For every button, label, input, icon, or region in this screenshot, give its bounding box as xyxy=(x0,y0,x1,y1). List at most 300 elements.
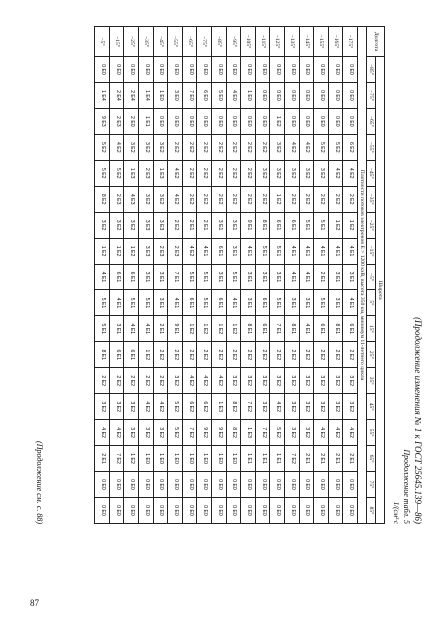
flux-value-cell: 1 E0 xyxy=(139,446,154,472)
flux-value-cell: 0 E0 xyxy=(328,472,343,498)
flux-value-cell: 0 E0 xyxy=(226,497,241,523)
table-row xyxy=(109,27,124,524)
flux-value-cell: 0 E0 xyxy=(153,57,168,83)
flux-value-cell: 0 E0 xyxy=(182,108,197,134)
flux-value-cell: 2 E2 xyxy=(255,134,270,160)
flux-value-cell: 4 E1 xyxy=(285,238,300,264)
flux-value-cell: 0 E0 xyxy=(226,57,241,83)
longitude-cell: −115° xyxy=(255,27,270,57)
flux-value-cell: 2 E2 xyxy=(212,134,227,160)
flux-value-cell: 0 E0 xyxy=(255,108,270,134)
flux-value-cell: 0 E0 xyxy=(285,108,300,134)
flux-value-cell: 2 E2 xyxy=(168,342,183,368)
flux-value-cell: 5 E1 xyxy=(197,264,212,290)
flux-value-cell: 1 E0 xyxy=(197,446,212,472)
flux-value-cell: 3 E1 xyxy=(241,290,256,316)
flux-value-cell: 5 E1 xyxy=(299,212,314,238)
flux-value-cell: 0 E0 xyxy=(226,472,241,498)
flux-value-cell: 8 E1 xyxy=(241,316,256,342)
table-row xyxy=(343,27,358,524)
flux-value-cell: 3 E2 xyxy=(95,394,110,420)
flux-value-cell: 2 E1 xyxy=(95,446,110,472)
flux-value-cell: 2 E2 xyxy=(241,134,256,160)
flux-value-cell: 2 E2 xyxy=(255,186,270,212)
flux-value-cell: 4 E1 xyxy=(109,290,124,316)
flux-value-cell: 2 E3 xyxy=(109,186,124,212)
flux-value-cell: 3 E1 xyxy=(109,316,124,342)
table-row xyxy=(285,27,300,524)
flux-value-cell: 3 E1 xyxy=(328,290,343,316)
flux-value-cell: 2 E2 xyxy=(197,134,212,160)
flux-value-cell: 8 E2 xyxy=(226,420,241,446)
latitude-header-cell: 5° xyxy=(367,290,376,316)
flux-value-cell: 9 E2 xyxy=(197,420,212,446)
flux-value-cell: 1 E2 xyxy=(270,108,285,134)
flux-value-cell: 6 E1 xyxy=(255,290,270,316)
flux-value-cell: 1 E0 xyxy=(168,446,183,472)
longitude-cell: −85° xyxy=(212,27,227,57)
flux-value-cell: 6 E1 xyxy=(285,212,300,238)
flux-value-cell: 5 E1 xyxy=(182,264,197,290)
flux-value-cell: 5 E2 xyxy=(314,134,329,160)
flux-value-cell: 1 E0 xyxy=(153,82,168,108)
flux-value-cell: 2 E1 xyxy=(153,316,168,342)
flux-value-cell: 3 E2 xyxy=(153,186,168,212)
flux-value-cell: 2 E1 xyxy=(299,446,314,472)
flux-value-cell: 4 E1 xyxy=(197,238,212,264)
flux-value-cell: 1 E0 xyxy=(241,82,256,108)
flux-value-cell: 4 E2 xyxy=(328,420,343,446)
flux-value-cell: 0 E0 xyxy=(255,472,270,498)
longitude-cell: −15° xyxy=(109,27,124,57)
flux-value-cell: 5 E0 xyxy=(212,82,227,108)
flux-value-cell: 2 E2 xyxy=(226,160,241,186)
flux-value-cell: 1 E3 xyxy=(212,394,227,420)
flux-value-cell: 1 E3 xyxy=(241,420,256,446)
flux-value-cell: 0 E0 xyxy=(270,57,285,83)
flux-value-cell: 0 E0 xyxy=(328,82,343,108)
flux-value-cell: 4 E2 xyxy=(314,420,329,446)
flux-value-cell: 2 E2 xyxy=(328,186,343,212)
flux-value-cell: 6 E1 xyxy=(255,316,270,342)
flux-value-cell: 4 E1 xyxy=(285,264,300,290)
latitude-header-cell: −75° xyxy=(367,82,376,108)
flux-value-cell: 4 E1 xyxy=(241,238,256,264)
flux-value-cell: 2 E1 xyxy=(314,446,329,472)
flux-value-cell: 3 E3 xyxy=(139,238,154,264)
flux-value-cell: 7 E2 xyxy=(241,394,256,420)
flux-value-cell: 2 E2 xyxy=(95,368,110,394)
latitude-header-cell: −35° xyxy=(367,186,376,212)
flux-value-cell: 2 E2 xyxy=(109,368,124,394)
latitude-header-cell: 45° xyxy=(367,394,376,420)
flux-value-cell: 3 E1 xyxy=(343,264,358,290)
flux-value-cell: 3 E1 xyxy=(212,212,227,238)
flux-value-cell: 0 E0 xyxy=(299,108,314,134)
flux-value-cell: 3 E1 xyxy=(153,264,168,290)
flux-value-cell: 6 E1 xyxy=(343,316,358,342)
flux-value-cell: 5 E1 xyxy=(95,316,110,342)
flux-value-cell: 3 E1 xyxy=(226,212,241,238)
flux-value-cell: 4 E2 xyxy=(343,160,358,186)
flux-value-cell: 0 E0 xyxy=(95,57,110,83)
flux-value-cell: 0 E0 xyxy=(153,497,168,523)
flux-value-cell: 3 E2 xyxy=(285,394,300,420)
flux-value-cell: 0 E0 xyxy=(182,472,197,498)
flux-value-cell: 3 E2 xyxy=(139,420,154,446)
flux-value-cell: 2 E2 xyxy=(124,368,139,394)
flux-value-cell: 1 E0 xyxy=(226,446,241,472)
latitude-header-cell: 85° xyxy=(367,497,376,523)
latitude-header: Широта xyxy=(376,57,385,524)
longitude-cell: −65° xyxy=(182,27,197,57)
flux-value-cell: 3 E2 xyxy=(241,368,256,394)
flux-value-cell: 4 E2 xyxy=(212,368,227,394)
flux-value-cell: 0 E0 xyxy=(168,472,183,498)
flux-value-cell: 0 E0 xyxy=(241,108,256,134)
flux-value-cell: 3 E2 xyxy=(124,420,139,446)
flux-value-cell: 2 E2 xyxy=(168,212,183,238)
flux-value-cell: 4 E1 xyxy=(299,238,314,264)
flux-value-cell: 0 E0 xyxy=(153,472,168,498)
flux-value-cell: 2 E2 xyxy=(182,134,197,160)
flux-value-cell: 5 E1 xyxy=(226,264,241,290)
flux-value-cell: 0 E0 xyxy=(314,108,329,134)
flux-value-cell: 2 E2 xyxy=(285,186,300,212)
flux-value-cell: 1 E4 xyxy=(139,82,154,108)
flux-value-cell: 0 E0 xyxy=(241,57,256,83)
flux-value-cell: 3 E2 xyxy=(109,394,124,420)
flux-value-cell: 7 E1 xyxy=(270,316,285,342)
latitude-values-row xyxy=(367,27,376,524)
flux-value-cell: 0 E0 xyxy=(343,108,358,134)
flux-value-cell: 4 E3 xyxy=(124,186,139,212)
flux-value-cell: 4 E1 xyxy=(343,238,358,264)
flux-value-cell: 0 E0 xyxy=(182,57,197,83)
flux-value-cell: 2 E2 xyxy=(226,342,241,368)
table-row xyxy=(182,27,197,524)
flux-value-cell: 4 E2 xyxy=(299,134,314,160)
flux-value-cell: 4 E1 xyxy=(95,264,110,290)
flux-value-cell: 6 E0 xyxy=(197,82,212,108)
flux-value-cell: 2 E2 xyxy=(285,342,300,368)
flux-value-cell: 4 E2 xyxy=(168,160,183,186)
table-row xyxy=(153,27,168,524)
flux-value-cell: 2 E2 xyxy=(182,342,197,368)
flux-value-cell: 1 E2 xyxy=(139,342,154,368)
table-row xyxy=(95,27,110,524)
flux-value-cell: 2 E1 xyxy=(197,212,212,238)
flux-value-cell: 0 E0 xyxy=(212,497,227,523)
flux-value-cell: 0 E0 xyxy=(270,497,285,523)
flux-value-cell: 2 E2 xyxy=(241,186,256,212)
flux-value-cell: 2 E2 xyxy=(299,186,314,212)
flux-value-cell: 1 E2 xyxy=(197,316,212,342)
flux-value-cell: 0 E0 xyxy=(314,57,329,83)
flux-value-cell: 4 E1 xyxy=(314,238,329,264)
flux-value-cell: 0 E0 xyxy=(314,472,329,498)
longitude-cell: −145° xyxy=(299,27,314,57)
flux-value-cell: 4 E2 xyxy=(182,368,197,394)
flux-value-cell: 2 E2 xyxy=(182,186,197,212)
flux-value-cell: 5 E1 xyxy=(314,212,329,238)
table-row xyxy=(255,27,270,524)
flux-value-cell: 3 E2 xyxy=(255,368,270,394)
flux-value-cell: 0 E0 xyxy=(182,497,197,523)
longitude-cell: −75° xyxy=(197,27,212,57)
flux-value-cell: 0 E0 xyxy=(197,57,212,83)
flux-value-cell: 0 E0 xyxy=(255,497,270,523)
flux-value-cell: 5 E2 xyxy=(95,134,110,160)
longitude-cell: −35° xyxy=(139,27,154,57)
flux-value-cell: 0 E0 xyxy=(299,57,314,83)
flux-value-cell: 6 E1 xyxy=(182,290,197,316)
flux-value-cell: 4 E2 xyxy=(343,420,358,446)
flux-value-cell: 3 E2 xyxy=(285,160,300,186)
longitude-cell: −125° xyxy=(270,27,285,57)
flux-value-cell: 0 E0 xyxy=(285,472,300,498)
amendment-title: (Продолжение изменения № 1 к ГОСТ 25645.139—86) xyxy=(413,317,423,524)
flux-value-cell: 0 E0 xyxy=(270,82,285,108)
flux-value-cell: 2 E2 xyxy=(241,342,256,368)
longitude-cell: −95° xyxy=(226,27,241,57)
flux-value-cell: 4 E2 xyxy=(328,160,343,186)
flux-value-cell: 8 E1 xyxy=(95,342,110,368)
flux-value-cell: 2 E2 xyxy=(212,186,227,212)
flux-value-cell: 4 E2 xyxy=(197,368,212,394)
table-body xyxy=(95,27,358,524)
flux-value-cell: 0 E0 xyxy=(285,497,300,523)
flux-value-cell: 0 E0 xyxy=(241,497,256,523)
flux-value-cell: 7 E0 xyxy=(182,82,197,108)
flux-value-cell: 3 E2 xyxy=(168,368,183,394)
flux-value-cell: 0 E0 xyxy=(328,57,343,83)
flux-value-cell: 1 E0 xyxy=(182,446,197,472)
flux-value-cell: 3 E2 xyxy=(95,212,110,238)
flux-value-cell: 0 E0 xyxy=(197,108,212,134)
flux-value-cell: 0 E0 xyxy=(212,472,227,498)
flux-value-cell: 4 E2 xyxy=(109,420,124,446)
flux-value-cell: 0 E0 xyxy=(285,82,300,108)
flux-value-cell: 2 E2 xyxy=(270,342,285,368)
flux-value-cell: 2 E2 xyxy=(212,342,227,368)
flux-value-cell: 5 E2 xyxy=(168,394,183,420)
latitude-header-cell: 65° xyxy=(367,446,376,472)
flux-value-cell: 1 E4 xyxy=(95,82,110,108)
flux-value-cell: 0 E0 xyxy=(314,497,329,523)
flux-value-cell: 5 E1 xyxy=(95,290,110,316)
rotated-page-content xyxy=(25,20,425,532)
flux-value-cell: 1 E2 xyxy=(328,212,343,238)
flux-value-cell: 6 E2 xyxy=(343,134,358,160)
flux-value-cell: 7 E1 xyxy=(168,264,183,290)
longitude-cell: −155° xyxy=(314,27,329,57)
flux-value-cell: 1 E2 xyxy=(343,212,358,238)
flux-value-cell: 2 E2 xyxy=(241,160,256,186)
flux-value-cell: 1 E2 xyxy=(95,238,110,264)
flux-value-cell: 3 E1 xyxy=(139,264,154,290)
flux-value-cell: 3 E2 xyxy=(226,368,241,394)
flux-value-cell: 1 E3 xyxy=(124,160,139,186)
latitude-header-cell: −5° xyxy=(367,264,376,290)
table-row xyxy=(124,27,139,524)
flux-value-cell: 1 E2 xyxy=(270,186,285,212)
flux-value-cell: 0 E0 xyxy=(255,82,270,108)
flux-value-cell: 0 E0 xyxy=(241,472,256,498)
flux-value-cell: 0 E0 xyxy=(343,82,358,108)
flux-value-cell: 2 E1 xyxy=(328,446,343,472)
flux-value-cell: 1 E2 xyxy=(109,238,124,264)
flux-value-cell: 3 E2 xyxy=(153,134,168,160)
flux-value-cell: 2 E2 xyxy=(314,186,329,212)
flux-value-cell: 8 E1 xyxy=(285,316,300,342)
flux-value-cell: 3 E2 xyxy=(343,368,358,394)
flux-value-cell: 1 E0 xyxy=(153,446,168,472)
flux-value-cell: 0 E0 xyxy=(124,57,139,83)
flux-value-cell: 4 E1 xyxy=(299,316,314,342)
flux-value-cell: 2 E2 xyxy=(168,134,183,160)
flux-value-cell: 2 E2 xyxy=(182,160,197,186)
flux-value-cell: 1 E2 xyxy=(124,446,139,472)
flux-value-cell: 1 E2 xyxy=(182,316,197,342)
flux-value-cell: 5 E2 xyxy=(328,134,343,160)
longitude-cell: −105° xyxy=(241,27,256,57)
flux-value-cell: 2 E2 xyxy=(153,368,168,394)
flux-value-cell: 4 E2 xyxy=(270,394,285,420)
latitude-header-cell: −25° xyxy=(367,212,376,238)
flux-value-cell: 2 E1 xyxy=(343,446,358,472)
flux-value-cell: 3 E3 xyxy=(139,212,154,238)
flux-value-cell: 6 E1 xyxy=(124,264,139,290)
flux-value-cell: 0 E0 xyxy=(139,497,154,523)
flux-value-cell: 5 E1 xyxy=(124,290,139,316)
flux-value-cell: 0 E0 xyxy=(328,497,343,523)
flux-value-cell: 0 E0 xyxy=(343,472,358,498)
flux-value-cell: 3 E2 xyxy=(314,394,329,420)
table-continuation-label: Продолжение табл. 5 xyxy=(402,449,411,524)
flux-value-cell: 1 E2 xyxy=(226,316,241,342)
flux-value-cell: 5 E2 xyxy=(168,420,183,446)
flux-value-cell: 4 E1 xyxy=(139,316,154,342)
table-row xyxy=(168,27,183,524)
page-header xyxy=(385,20,425,532)
flux-value-cell: 3 E2 xyxy=(285,420,300,446)
flux-value-cell: 1 E1 xyxy=(270,446,285,472)
flux-value-cell: 4 E2 xyxy=(285,134,300,160)
flux-value-cell: 0 E0 xyxy=(328,108,343,134)
table-row xyxy=(328,27,343,524)
flux-value-cell: 7 E2 xyxy=(182,420,197,446)
flux-value-cell: 3 E2 xyxy=(343,394,358,420)
flux-value-cell: 3 E2 xyxy=(124,212,139,238)
flux-value-cell: 0 E0 xyxy=(197,472,212,498)
flux-value-cell: 6 E1 xyxy=(124,342,139,368)
flux-value-cell: 9 E1 xyxy=(168,316,183,342)
flux-value-cell: 0 E0 xyxy=(299,82,314,108)
flux-value-cell: 2 E4 xyxy=(124,82,139,108)
flux-value-cell: 8 E2 xyxy=(226,394,241,420)
flux-value-cell: 1 E2 xyxy=(124,238,139,264)
flux-value-cell: 3 E2 xyxy=(314,368,329,394)
flux-value-cell: 0 E0 xyxy=(139,472,154,498)
latitude-header-cell: −55° xyxy=(367,134,376,160)
longitude-cell: −175° xyxy=(343,27,358,57)
flux-value-cell: 1 E0 xyxy=(212,446,227,472)
longitude-cell: −165° xyxy=(328,27,343,57)
flux-value-cell: 8 E2 xyxy=(95,186,110,212)
flux-value-cell: 0 E0 xyxy=(168,497,183,523)
flux-value-cell: 3 E2 xyxy=(285,368,300,394)
flux-value-cell: 8 E1 xyxy=(255,212,270,238)
flux-value-cell: 2 E2 xyxy=(197,342,212,368)
flux-value-cell: 6 E1 xyxy=(314,316,329,342)
flux-value-cell: 3 E2 xyxy=(328,368,343,394)
unit-label: 1/(см²·с xyxy=(392,501,400,524)
flux-value-cell: 1 E1 xyxy=(255,446,270,472)
flux-value-cell: 2 E3 xyxy=(168,238,183,264)
flux-value-cell: 2 E2 xyxy=(226,186,241,212)
flux-value-cell: 2 E2 xyxy=(197,160,212,186)
longitude-cell: −45° xyxy=(153,27,168,57)
flux-value-cell: 6 E1 xyxy=(109,342,124,368)
flux-value-cell: 6 E2 xyxy=(182,394,197,420)
flux-value-cell: 2 E3 xyxy=(109,108,124,134)
flux-value-cell: 4 E1 xyxy=(343,290,358,316)
flux-value-cell: 5 E1 xyxy=(314,290,329,316)
flux-value-cell: 2 E4 xyxy=(109,82,124,108)
flux-value-cell: 2 E2 xyxy=(255,342,270,368)
flux-value-cell: 4 E1 xyxy=(328,238,343,264)
flux-value-cell: 0 E0 xyxy=(124,472,139,498)
longitude-cell: −55° xyxy=(168,27,183,57)
flux-value-cell: 0 E0 xyxy=(212,108,227,134)
flux-value-cell: 3 E2 xyxy=(270,368,285,394)
longitude-header: Долгота xyxy=(367,27,385,57)
flux-value-cell: 9 E3 xyxy=(95,108,110,134)
flux-value-cell: 8 E1 xyxy=(328,316,343,342)
flux-value-cell: 9 E2 xyxy=(212,420,227,446)
flux-value-cell: 3 E1 xyxy=(328,264,343,290)
latitude-header-cell: 25° xyxy=(367,342,376,368)
flux-value-cell: 5 E1 xyxy=(139,290,154,316)
flux-value-cell: 3 E2 xyxy=(270,160,285,186)
latitude-header-cell: 75° xyxy=(367,472,376,498)
flux-value-cell: 0 E0 xyxy=(139,57,154,83)
flux-value-cell: 2 E2 xyxy=(343,186,358,212)
continued-note: (Продолжение см. с. 88) xyxy=(35,441,44,524)
flux-value-cell: 3 E2 xyxy=(299,368,314,394)
flux-value-cell: 5 E2 xyxy=(95,160,110,186)
longitude-cell: −5° xyxy=(95,27,110,57)
flux-value-cell: 5 E1 xyxy=(270,238,285,264)
flux-value-cell: 0 E0 xyxy=(109,57,124,83)
flux-value-cell: 0 E0 xyxy=(226,108,241,134)
flux-value-cell: 2 E2 xyxy=(153,342,168,368)
flux-value-cell: 1 E1 xyxy=(139,108,154,134)
flux-value-cell: 3 E2 xyxy=(109,212,124,238)
flux-value-cell: 4 E0 xyxy=(226,82,241,108)
latitude-header-cell: 15° xyxy=(367,316,376,342)
flux-density-table xyxy=(94,26,385,524)
flux-value-cell: 5 E1 xyxy=(270,290,285,316)
latitude-header-cell: −15° xyxy=(367,238,376,264)
flux-value-cell: 0 E0 xyxy=(197,497,212,523)
flux-value-cell: 2 E3 xyxy=(139,160,154,186)
flux-value-cell: 3 E1 xyxy=(226,238,241,264)
flux-value-cell: 1 E1 xyxy=(241,446,256,472)
flux-value-cell: 4 E2 xyxy=(153,394,168,420)
flux-value-cell: 6 E1 xyxy=(270,212,285,238)
